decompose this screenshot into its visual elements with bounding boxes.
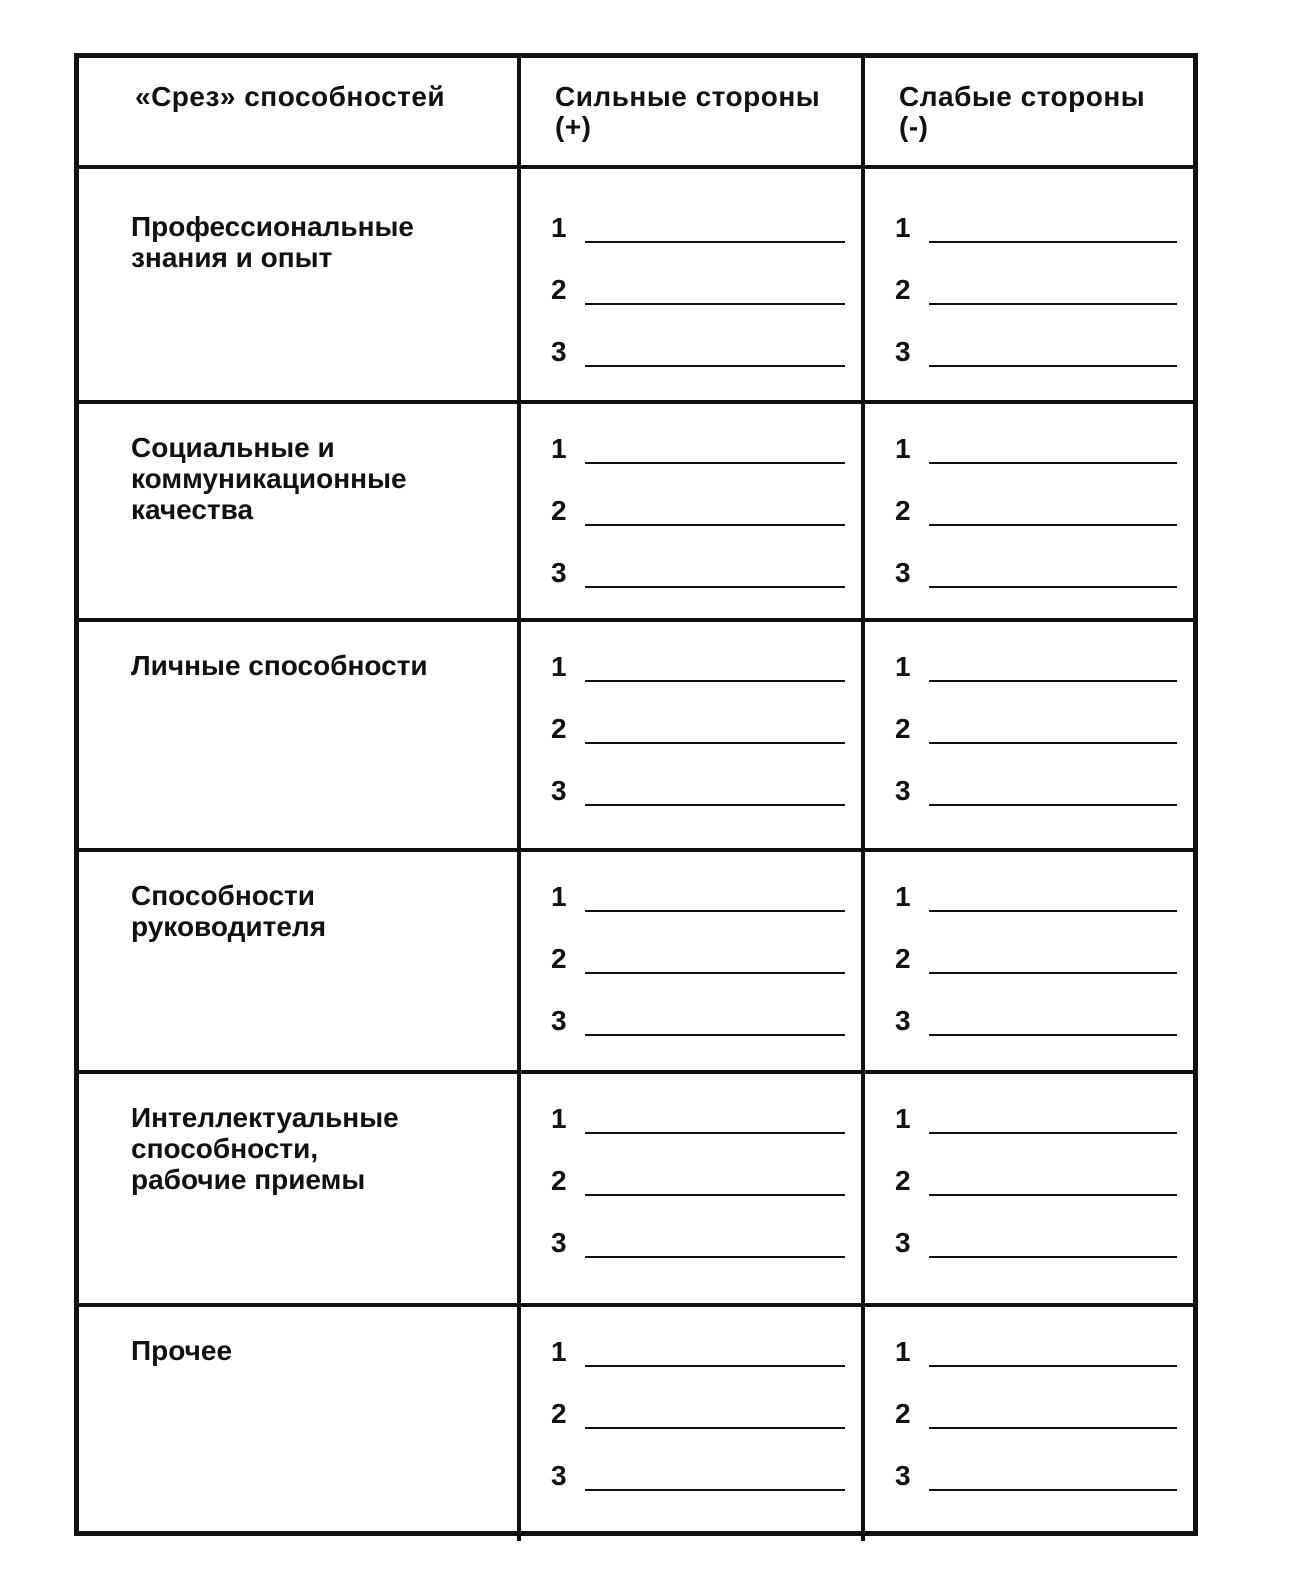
line-number: 3 — [551, 1460, 567, 1491]
header-weaknesses — [863, 58, 1193, 167]
line-number: 1 — [895, 433, 911, 464]
line-number: 1 — [895, 212, 911, 243]
line-number: 2 — [551, 713, 567, 744]
category-cell — [79, 402, 519, 620]
fill-in-line[interactable] — [929, 1405, 1177, 1429]
fill-in-line[interactable] — [929, 782, 1177, 806]
fill-in-line[interactable] — [585, 343, 845, 367]
table-row — [79, 167, 1193, 402]
strengths-cell — [519, 1305, 863, 1541]
fill-in-line[interactable] — [585, 782, 845, 806]
strengths-cell — [519, 1072, 863, 1305]
weaknesses-cell — [863, 402, 1193, 620]
fill-in-line[interactable] — [585, 1467, 845, 1491]
strengths-cell — [519, 402, 863, 620]
fill-in-line[interactable] — [929, 502, 1177, 526]
table-row — [79, 1072, 1193, 1305]
fill-in-line[interactable] — [929, 720, 1177, 744]
line-number: 1 — [895, 1103, 911, 1134]
line-number: 1 — [895, 881, 911, 912]
header-abilities-label: «Срез» способностей — [135, 81, 446, 112]
fill-in-line[interactable] — [585, 1343, 845, 1367]
category-label: Личные способности — [131, 650, 428, 681]
line-number: 1 — [551, 651, 567, 682]
line-number: 2 — [895, 943, 911, 974]
category-label: Профессиональные знания и опыт — [131, 211, 415, 273]
line-number: 3 — [551, 1227, 567, 1258]
header-weaknesses-sign: (-) — [899, 111, 929, 142]
fill-in-line[interactable] — [585, 950, 845, 974]
fill-in-line[interactable] — [585, 440, 845, 464]
line-number: 1 — [551, 1103, 567, 1134]
line-number: 3 — [551, 336, 567, 367]
line-number: 2 — [551, 495, 567, 526]
fill-in-line[interactable] — [929, 1343, 1177, 1367]
line-number: 2 — [551, 1165, 567, 1196]
fill-in-line[interactable] — [585, 281, 845, 305]
fill-in-line[interactable] — [585, 1110, 845, 1134]
line-number: 1 — [551, 212, 567, 243]
weaknesses-cell — [863, 850, 1193, 1072]
category-label: Социальные и коммуникационные качества — [131, 432, 407, 525]
line-number: 2 — [895, 713, 911, 744]
strengths-cell — [519, 167, 863, 402]
fill-in-line[interactable] — [929, 950, 1177, 974]
category-label: Прочее — [131, 1335, 233, 1366]
header-strengths-label: Сильные стороны — [555, 81, 821, 112]
line-number: 3 — [895, 557, 911, 588]
strengths-cell — [519, 620, 863, 850]
line-number: 2 — [895, 495, 911, 526]
fill-in-line[interactable] — [929, 1172, 1177, 1196]
header-strengths — [519, 58, 863, 167]
fill-in-line[interactable] — [585, 1405, 845, 1429]
line-number: 3 — [895, 1005, 911, 1036]
strengths-cell — [519, 850, 863, 1072]
fill-in-line[interactable] — [585, 658, 845, 682]
fill-in-line[interactable] — [929, 281, 1177, 305]
line-number: 2 — [895, 274, 911, 305]
line-number: 1 — [895, 1336, 911, 1367]
line-number: 2 — [895, 1165, 911, 1196]
table-row — [79, 402, 1193, 620]
fill-in-line[interactable] — [585, 502, 845, 526]
table-row — [79, 1305, 1193, 1541]
line-number: 3 — [551, 775, 567, 806]
line-number: 2 — [551, 1398, 567, 1429]
category-cell — [79, 620, 519, 850]
table-header-row — [79, 58, 1193, 167]
line-number: 3 — [551, 557, 567, 588]
abilities-table — [79, 58, 1193, 1541]
category-cell — [79, 1305, 519, 1541]
weaknesses-cell — [863, 167, 1193, 402]
category-label: Способности руководителя — [131, 880, 327, 942]
header-abilities — [79, 58, 519, 167]
table-row — [79, 620, 1193, 850]
fill-in-line[interactable] — [929, 440, 1177, 464]
fill-in-line[interactable] — [585, 888, 845, 912]
line-number: 1 — [895, 651, 911, 682]
line-number: 2 — [551, 943, 567, 974]
fill-in-line[interactable] — [585, 720, 845, 744]
fill-in-line[interactable] — [929, 564, 1177, 588]
header-strengths-sign: (+) — [555, 111, 592, 142]
fill-in-line[interactable] — [585, 564, 845, 588]
fill-in-line[interactable] — [585, 1012, 845, 1036]
weaknesses-cell — [863, 1305, 1193, 1541]
category-cell — [79, 850, 519, 1072]
fill-in-line[interactable] — [929, 658, 1177, 682]
category-cell — [79, 1072, 519, 1305]
line-number: 2 — [895, 1398, 911, 1429]
category-cell — [79, 167, 519, 402]
fill-in-line[interactable] — [585, 1234, 845, 1258]
fill-in-line[interactable] — [929, 1234, 1177, 1258]
fill-in-line[interactable] — [585, 219, 845, 243]
line-number: 3 — [895, 336, 911, 367]
fill-in-line[interactable] — [929, 1012, 1177, 1036]
fill-in-line[interactable] — [929, 343, 1177, 367]
table-row — [79, 850, 1193, 1072]
line-number: 3 — [895, 1460, 911, 1491]
abilities-table-frame — [74, 53, 1198, 1536]
fill-in-line[interactable] — [929, 1110, 1177, 1134]
fill-in-line[interactable] — [929, 1467, 1177, 1491]
fill-in-line[interactable] — [929, 219, 1177, 243]
header-weaknesses-label: Слабые стороны — [899, 81, 1146, 112]
line-number: 1 — [551, 881, 567, 912]
line-number: 1 — [551, 433, 567, 464]
line-number: 3 — [551, 1005, 567, 1036]
weaknesses-cell — [863, 620, 1193, 850]
line-number: 1 — [551, 1336, 567, 1367]
category-label: Интеллектуальные способности, рабочие приемы — [131, 1102, 399, 1195]
line-number: 2 — [551, 274, 567, 305]
line-number: 3 — [895, 775, 911, 806]
line-number: 3 — [895, 1227, 911, 1258]
fill-in-line[interactable] — [929, 888, 1177, 912]
fill-in-line[interactable] — [585, 1172, 845, 1196]
weaknesses-cell — [863, 1072, 1193, 1305]
